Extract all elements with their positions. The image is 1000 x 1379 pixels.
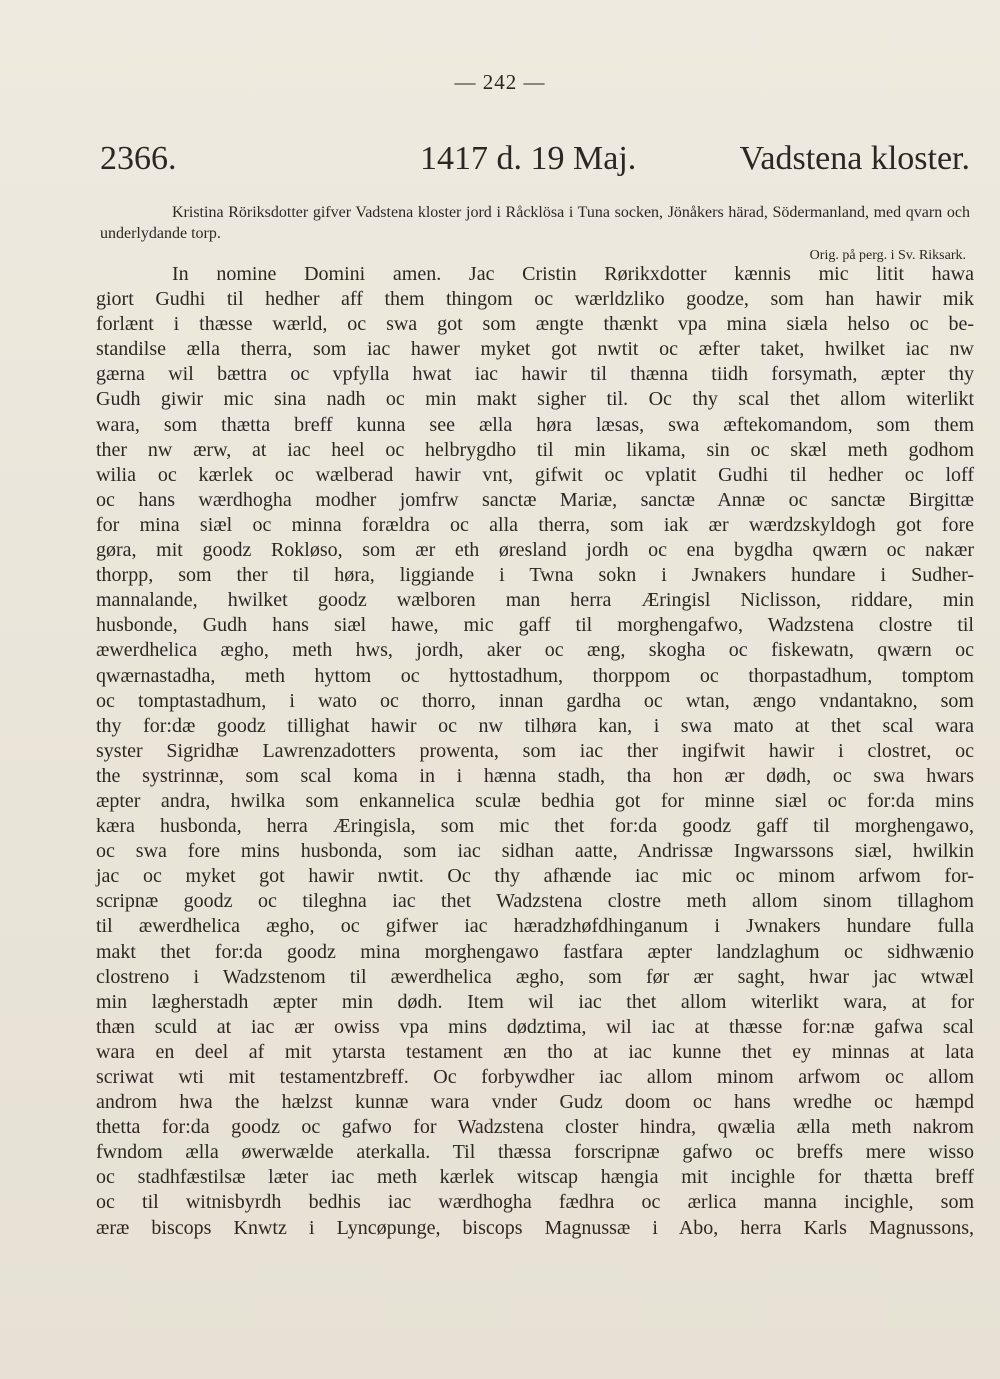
body-line: oc swa fore mins husbonda, som iac sidhan aatte, Andrissæ Ingwarssons siæl, hwilkin (96, 840, 974, 863)
document-date: 1417 d. 19 Maj. (420, 140, 637, 177)
body-line: wara, som thætta breff kunna see ælla høra læsas, swa æftekomandom, som them (96, 413, 974, 436)
body-line: thy for:dæ goodz tillighat hawir oc nw tilhøra kan, i swa mato at thet scal wara (96, 714, 974, 737)
body-line: qwærnastadha, meth hyttom oc hyttostadhum, thorppom oc thorpastadhum, tomptom (96, 664, 974, 687)
source-reference: Orig. på perg. i Sv. Riksark. (809, 248, 966, 263)
document-place: Vadstena kloster. (739, 140, 970, 177)
body-line: ther nw ærw, at iac heel oc helbrygdho til min likama, sin oc skæl meth godhom (96, 438, 974, 461)
page-number: — 242 — (454, 70, 546, 94)
body-line: the systrinnæ, som scal koma in i hænna stadh, tha hon ær dødh, oc swa hwars (96, 764, 974, 787)
body-line: æræ biscops Knwtz i Lyncøpunge, biscops Magnussæ i Abo, herra Karls Magnussons, (96, 1216, 974, 1239)
body-line: oc hans wærdhogha modher jomfrw sanctæ Mariæ, sanctæ Annæ oc sanctæ Birgittæ (96, 488, 974, 511)
body-line: min lægherstadh æpter min dødh. Item wil iac thet allom witerlikt wara, at for (96, 990, 974, 1013)
document-heading (100, 140, 970, 184)
document-body (96, 262, 974, 1241)
document-number: 2366. (100, 140, 177, 177)
body-line: In nomine Domini amen. Jac Cristin Rørikxdotter kænnis mic litit hawa (172, 263, 974, 285)
body-line: Gudh giwir mic sina nadh oc min makt sigher til. Oc thy scal thet allom witerlikt (96, 388, 974, 411)
body-line: forlænt i thæsse wærld, oc swa got som ængte thænkt vpa mina siæla helso oc be- (96, 313, 974, 336)
body-line: wilia oc kærlek oc wælberad hawir vnt, gifwit oc vplatit Gudhi til hedher oc loff (96, 463, 974, 486)
body-line: androm hwa the hælzst kunnæ wara vnder Gudz doom oc hans wredhe oc hæmpd (96, 1091, 974, 1114)
body-line: mannalande, hwilket goodz wælboren man herra Æringisl Niclisson, riddare, min (96, 589, 974, 612)
body-line: oc tomptastadhum, i wato oc thorro, innan gardha oc wtan, ængo vndantakno, som (96, 689, 974, 712)
body-line: thorpp, som ther til høra, liggiande i Twna sokn i Jwnakers hundare i Sudher- (96, 564, 974, 587)
body-line: clostreno i Wadzstenom til æwerdhelica ægho, som før ær saght, hwar jac wtwæl (96, 965, 974, 988)
body-line: standilse ælla therra, som iac hawer myket got nwtit oc æfter taket, hwilket iac nw (96, 338, 974, 361)
body-line: æwerdhelica ægho, meth hws, jordh, aker oc æng, skogha oc fiskewatn, qwærn oc (96, 639, 974, 662)
body-line: æpter andra, hwilka som enkannelica sculæ bedhia got for minne siæl oc for:da mins (96, 789, 974, 812)
body-line: gærna wil bættra oc vpfylla hwat iac hawir til thænna tiidh forsymath, æpter thy (96, 363, 974, 386)
body-line: thæn sculd at iac ær owiss vpa mins dødztima, wil iac at thæsse for:næ gafwa scal (96, 1015, 974, 1038)
body-line: makt thet for:da goodz mina morghengawo fastfara æpter landzlaghum oc sidhwænio (96, 940, 974, 963)
body-line: gøra, mit goodz Rokløso, som ær eth øresland jordh oc ena bygdha qwærn oc nakær (96, 539, 974, 562)
body-line: oc til witnisbyrdh bedhis iac wærdhogha fædhra oc ærlica manna incighle, som (96, 1191, 974, 1214)
body-line: syster Sigridhæ Lawrenzadotters prowenta, som iac ther ingifwit hawir i clostret, oc (96, 739, 974, 762)
body-line: til æwerdhelica ægho, oc gifwer iac hæradzhøfdhinganum i Jwnakers hundare fulla (96, 915, 974, 938)
body-line: husbonde, Gudh hans siæl hawe, mic gaff til morghengafwo, Wadzstena clostre til (96, 614, 974, 637)
body-line: scriwat wti mit testamentzbreff. Oc forbywdher iac allom minom arfwom oc allom (96, 1066, 974, 1088)
body-line: wara en deel af mit ytarsta testament æn tho at iac kunne thet ey minnas at lata (96, 1040, 974, 1063)
body-line: for mina siæl oc minna forældra oc alla therra, som iak ær wærdzskyldogh got fore (96, 513, 974, 536)
body-line: giort Gudhi til hedher aff them thingom oc wærldzliko goodze, som han hawir mik (96, 288, 974, 311)
body-line: scripnæ goodz oc tileghna iac thet Wadzstena clostre meth allom sinom tillaghom (96, 890, 974, 913)
body-line: kæra husbonda, herra Æringisla, som mic thet for:da goodz gaff til morghengawo, (96, 815, 974, 838)
document-summary: Kristina Röriksdotter gifver Vadstena kloster jord i Råcklösa i Tuna socken, Jönåkers härad, Södermanland, med qvarn och underlydande torp. (100, 204, 970, 242)
body-line: fwndom ælla øwerwælde aterkalla. Til thæssa forscripnæ gafwo oc breffs mere wisso (96, 1141, 974, 1164)
body-line: thetta for:da goodz oc gafwo for Wadzstena closter hindra, qwælia ælla meth nakrom (96, 1116, 974, 1139)
body-line: jac oc myket got hawir nwtit. Oc thy afhænde iac mic oc minom arfwom for- (96, 865, 974, 888)
body-line: oc stadhfæstilsæ læter iac meth kærlek witscap hængia mit incighle for thætta breff (96, 1166, 974, 1189)
